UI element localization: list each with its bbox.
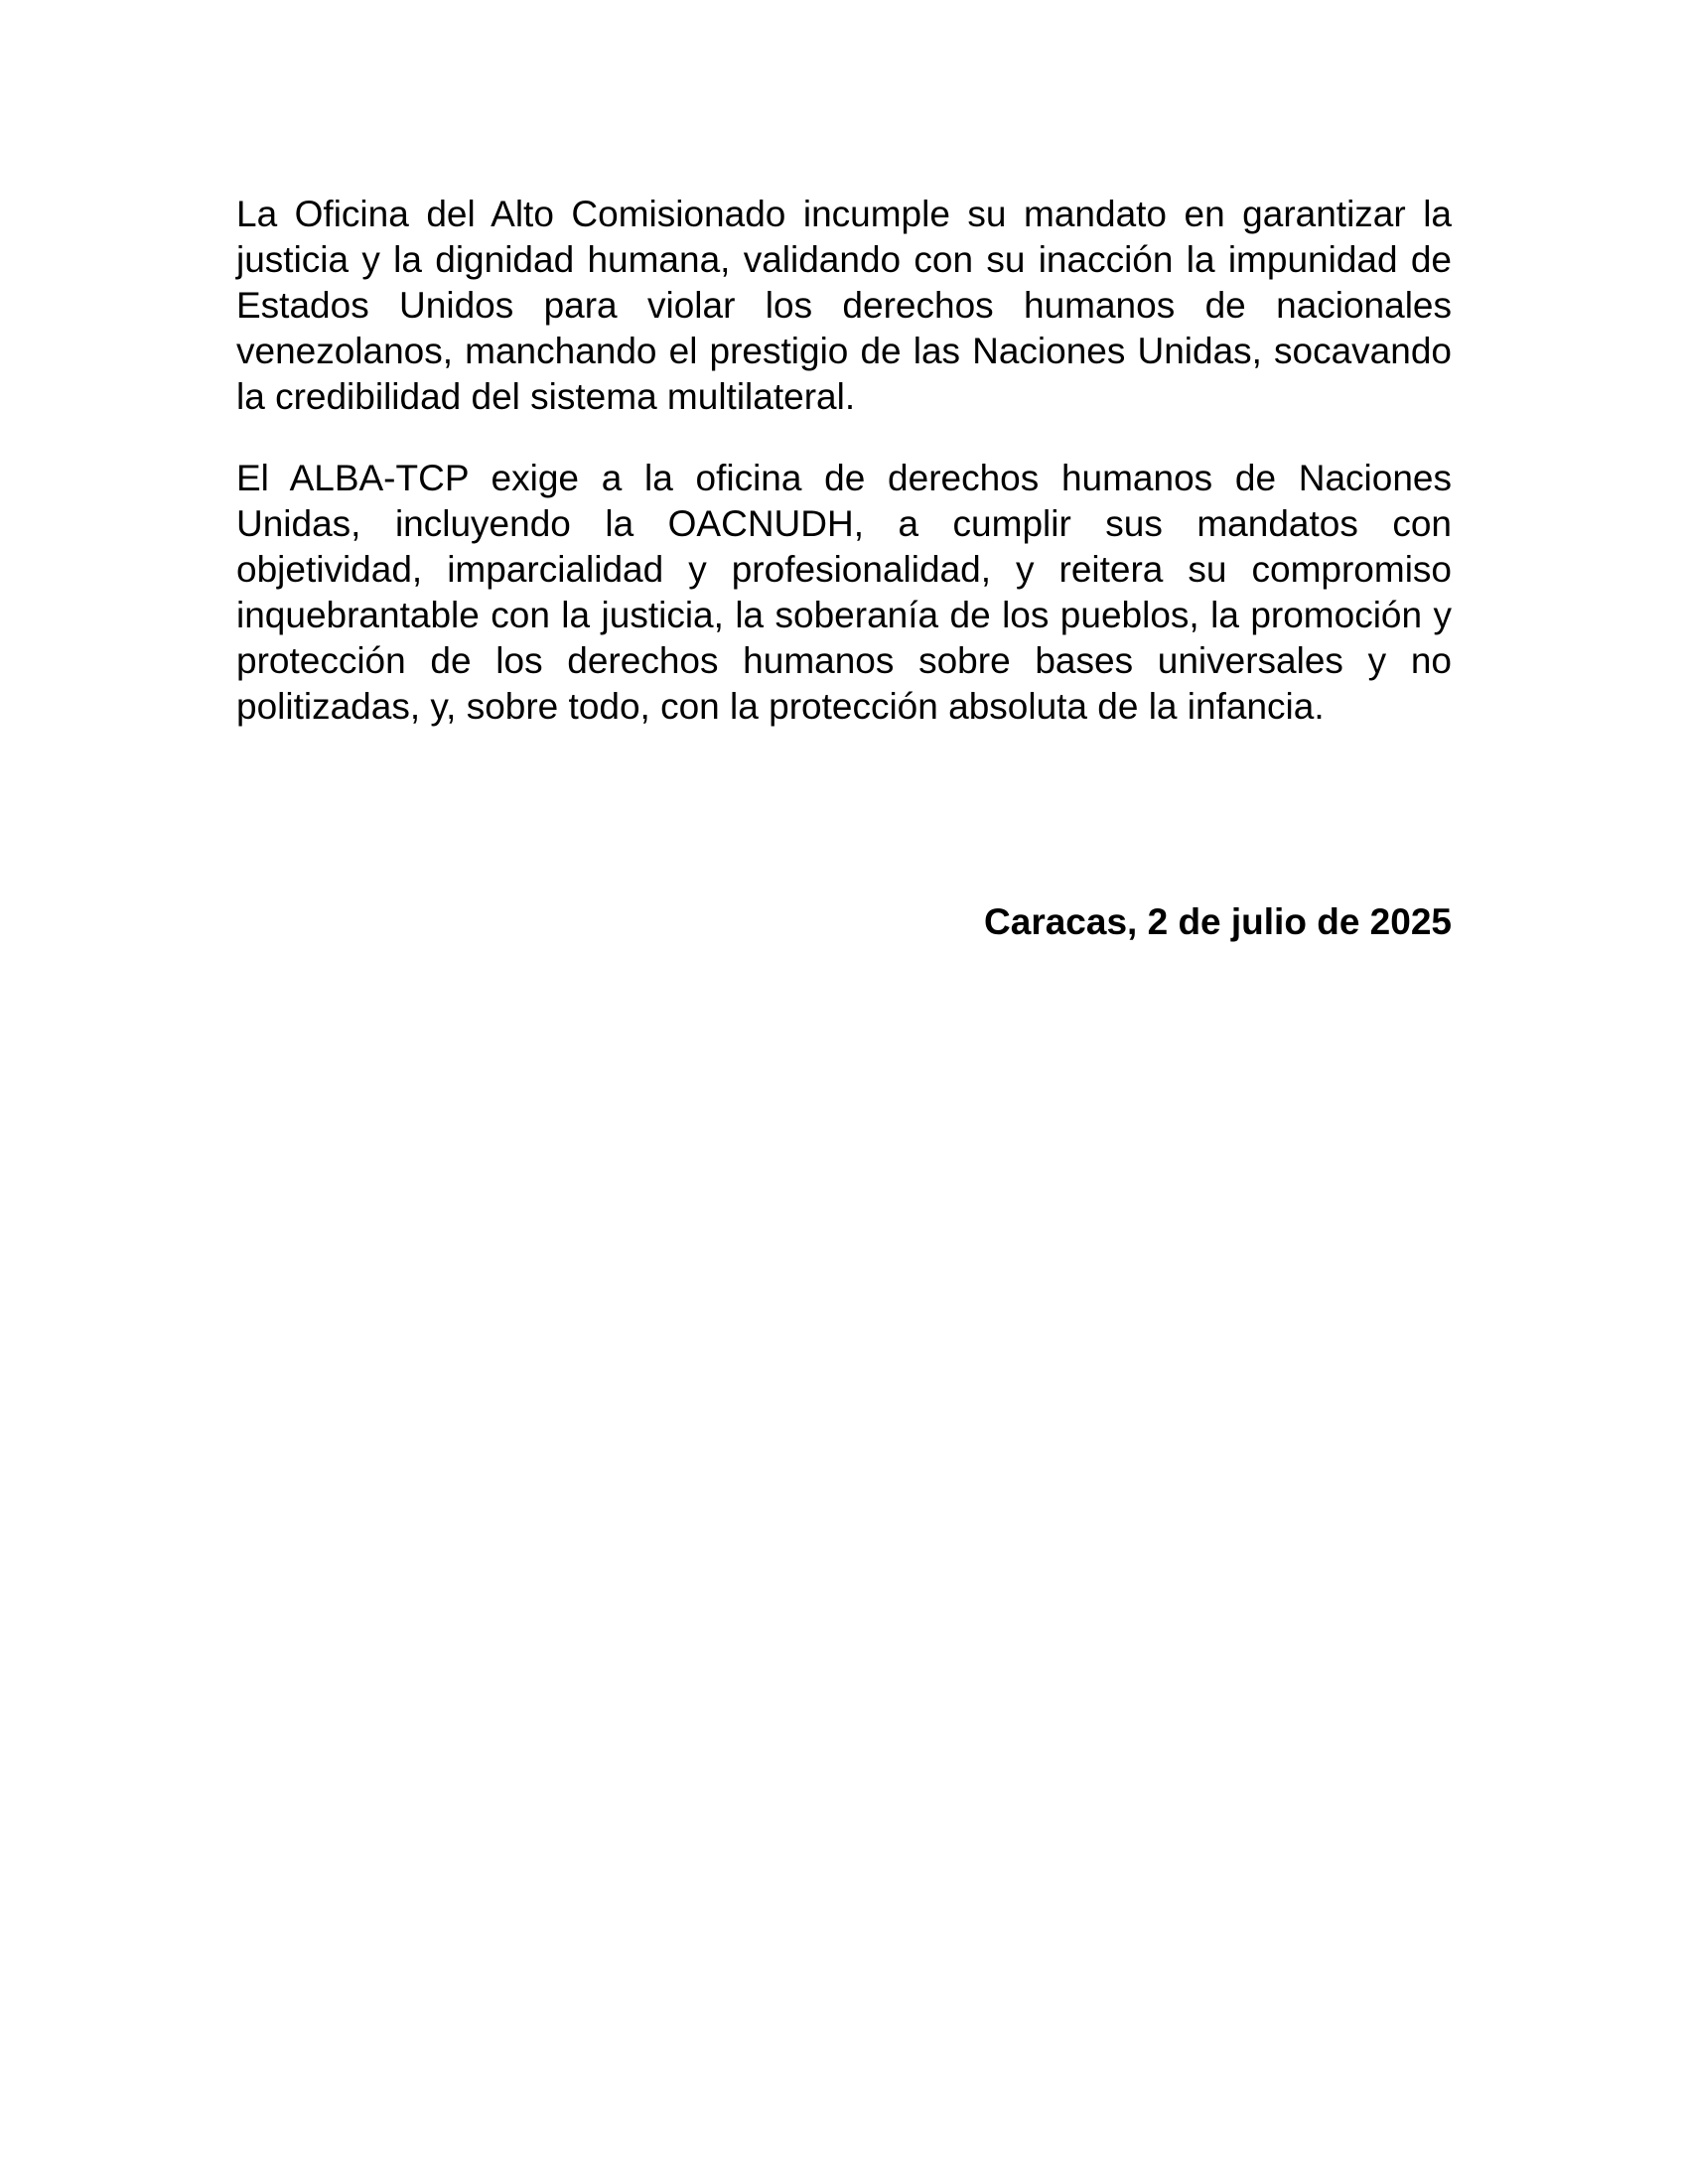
document-text-block (236, 192, 1452, 945)
paragraph-oacnudh-criticism: La Oficina del Alto Comisionado incumple su mandato en garantizar la justicia y la dignidad humana, validando con su inacción la impunidad de Estados Unidos para violar los derechos humanos de nacionales venezolanos, manchando el prestigio de las Naciones Unidas, socavando la credibilidad del sistema multilateral. (236, 194, 1452, 417)
paragraph-alba-tcp-demand: El ALBA-TCP exige a la oficina de derechos humanos de Naciones Unidas, incluyendo la OACNUDH, a cumplir sus mandatos con objetividad, imparcialidad y profesionalidad, y reitera su compromiso inquebrantable con la justicia, la soberanía de los pueblos, la promoción y protección de los derechos humanos sobre bases universales y no politizadas, y, sobre todo, con la protección absoluta de la infancia. (236, 458, 1452, 727)
dateline: Caracas, 2 de julio de 2025 (984, 901, 1452, 942)
